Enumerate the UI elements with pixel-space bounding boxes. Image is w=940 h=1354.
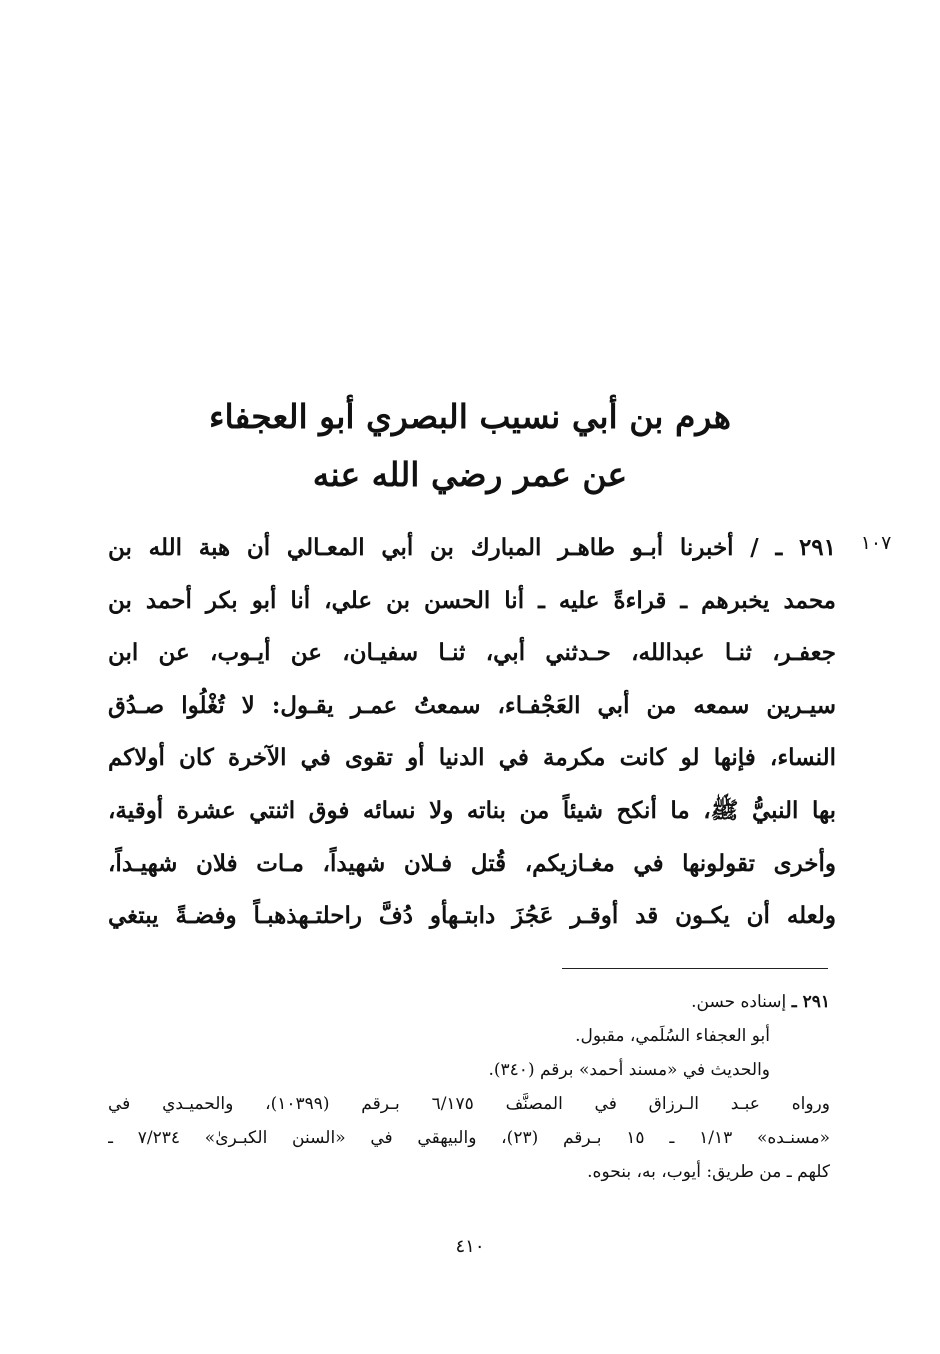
footnote-line: والحديث في «مسند أحمد» برقم (٣٤٠). xyxy=(488,1060,770,1080)
footnote-divider xyxy=(562,968,828,969)
body-line: محمد يخبرهم ـ قراءةً عليه ـ أنا الحسن بن علي، أنا أبو بكر أحمد بن xyxy=(108,586,836,614)
footnote-number: ٢٩١ ـ xyxy=(791,992,830,1012)
heading-line-2: عن عمر رضي الله عنه xyxy=(312,455,628,494)
body-line: جعفـر، ثنـا عبدالله، حـدثني أبي، ثنـا سفيـان، عن أيـوب، عن ابن xyxy=(108,639,836,667)
body-line: ٢٩١ ـ / أخبرنا أبـو طاهـر المبارك بن أبي المعـالي أن هبة الله بن xyxy=(108,534,836,561)
body-line: النساء، فإنها لو كانت مكرمة في الدنيا أو تقوى في الآخرة كان أولاكم xyxy=(108,744,836,772)
chapter-heading xyxy=(100,388,840,504)
hadith-text xyxy=(108,522,836,943)
footnote-text: إسناده حسن. xyxy=(691,992,787,1012)
body-line: ولعله أن يكـون قد أوقـر عَجُزَ دابتـهأو دُفَّ راحلتـهذهبـاً وفضـةً يبتغي xyxy=(108,902,836,930)
body-line: بها النبيُّ ﷺ، ما أنكح شيئاً من بناته ولا نسائه فوق اثنتي عشرة أوقية، xyxy=(108,796,836,824)
page-number: ٤١٠ xyxy=(455,1236,485,1257)
footnote-line: أبو العجفاء السُلَمي، مقبول. xyxy=(575,1026,770,1046)
body-line: سيـرين سمعه من أبي العَجْفـاء، سمعتُ عمـر يقـول: لا تُغْلُوا صـدُق xyxy=(108,691,836,719)
footnote-line: كلهم ـ من طريق: أيوب، به، بنحوه. xyxy=(587,1162,830,1182)
body-line: وأخرى تقولونها في مغـازيكم، قُتل فـلان شهيداً، مـات فلان شهيـداً، xyxy=(108,849,836,877)
footnote-line: ورواه عبـد الـرزاق في المصنَّف ٦/١٧٥ بـرقم (١٠٣٩٩)، والحميـدي في xyxy=(108,1094,830,1114)
heading-line-1: هرم بن أبي نسيب البصري أبو العجفاء xyxy=(208,397,732,436)
margin-number: ١٠٧ xyxy=(860,532,892,554)
footnote-line: «مسنـده» ١/١٣ ـ ١٥ بـرقم (٢٣)، والبيهقي في «السنن الكبـرىٰ» ٧/٢٣٤ ـ xyxy=(108,1128,830,1148)
footnotes xyxy=(108,985,830,1189)
footnote-first-line xyxy=(108,985,830,1019)
